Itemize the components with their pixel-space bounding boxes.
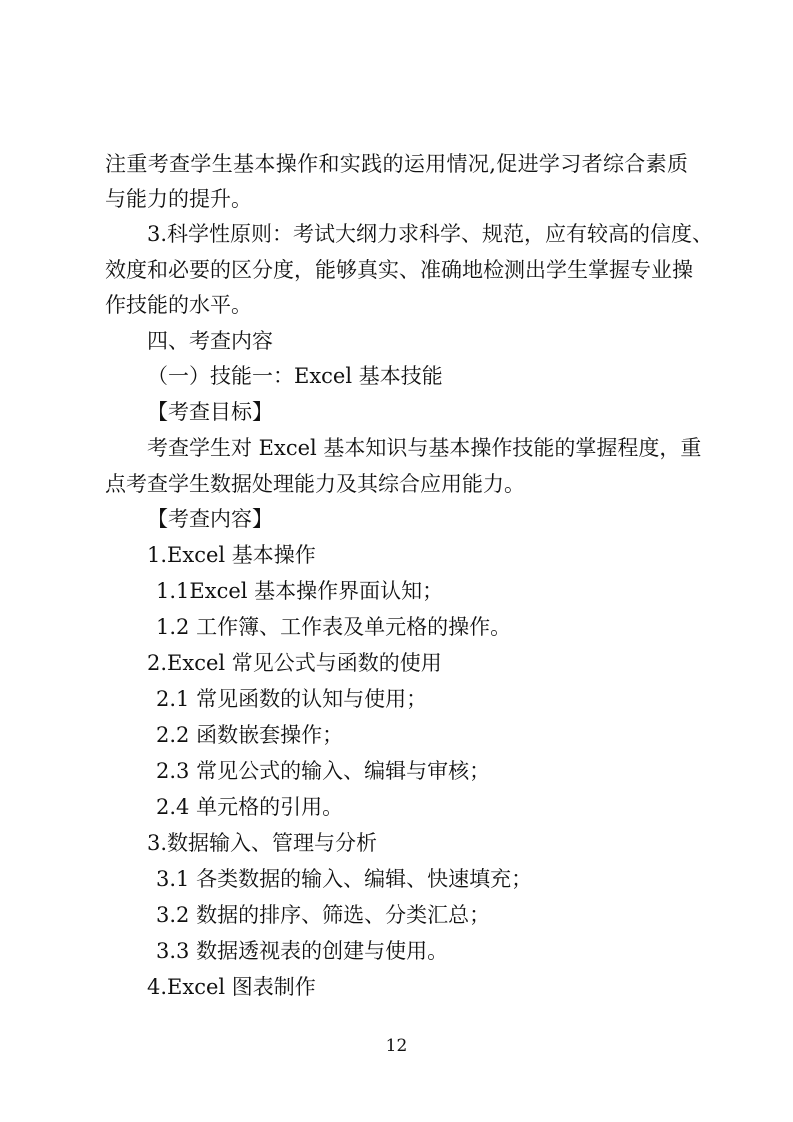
paragraph-line: 效度和必要的区分度，能够真实、准确地检测出学生掌握专业操 <box>105 258 693 282</box>
section-heading: 四、考查内容 <box>147 329 273 353</box>
subsection-heading: （一）技能一：Excel 基本技能 <box>147 364 443 388</box>
page-number: 12 <box>385 1036 408 1056</box>
paragraph-line: 点考查学生数据处理能力及其综合应用能力。 <box>105 472 525 496</box>
bracket-heading: 【考查内容】 <box>147 507 273 531</box>
list-subitem: 1.2 工作簿、工作表及单元格的操作。 <box>156 615 512 639</box>
list-subitem: 2.1 常见函数的认知与使用； <box>156 687 428 711</box>
list-subitem: 3.3 数据透视表的创建与使用。 <box>156 939 449 963</box>
list-subitem: 2.2 函数嵌套操作； <box>156 723 344 747</box>
list-item: 1.Excel 基本操作 <box>147 543 316 567</box>
list-subitem: 2.4 单元格的引用。 <box>156 795 344 819</box>
paragraph-line: 考查学生对 Excel 基本知识与基本操作技能的掌握程度，重 <box>147 436 702 460</box>
list-subitem: 3.1 各类数据的输入、编辑、快速填充； <box>156 867 533 891</box>
paragraph-line: 作技能的水平。 <box>105 293 252 317</box>
paragraph-line: 3.科学性原则：考试大纲力求科学、规范，应有较高的信度、 <box>147 222 714 246</box>
paragraph-line: 注重考查学生基本操作和实践的运用情况,促进学习者综合素质 <box>105 152 688 176</box>
list-subitem: 2.3 常见公式的输入、编辑与审核； <box>156 759 491 783</box>
paragraph-line: 与能力的提升。 <box>105 187 252 211</box>
list-item: 4.Excel 图表制作 <box>147 975 316 999</box>
list-subitem: 1.1Excel 基本操作界面认知； <box>156 579 444 603</box>
bracket-heading: 【考查目标】 <box>147 400 273 424</box>
list-item: 2.Excel 常见公式与函数的使用 <box>147 651 442 675</box>
list-item: 3.数据输入、管理与分析 <box>147 831 378 855</box>
list-subitem: 3.2 数据的排序、筛选、分类汇总； <box>156 903 491 927</box>
